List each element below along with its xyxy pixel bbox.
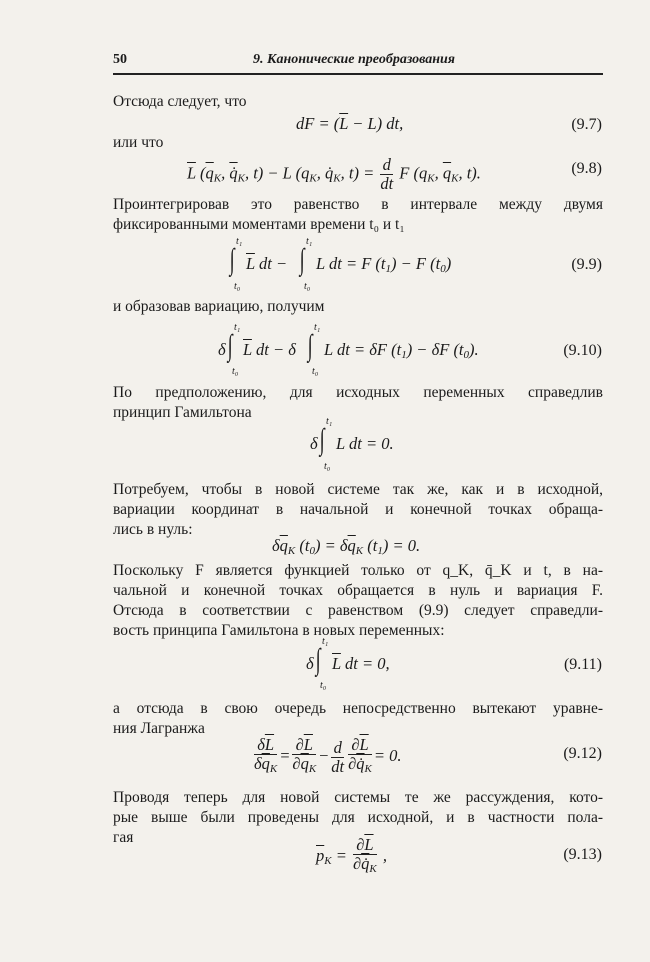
paragraph-4 [113, 297, 603, 317]
paragraph-5-line-2: принцип Гамильтона [113, 404, 252, 421]
integral-sign: ∫ [315, 643, 321, 676]
integral-sign: ∫ [299, 243, 305, 276]
paragraph-4-text: и образовав вариацию, получим [113, 298, 325, 315]
paragraph-9-line-3: гая [113, 829, 134, 846]
integral-sign: ∫ [229, 243, 235, 276]
equation-number-9-8: (9.8) [571, 160, 602, 177]
paragraph-6-line-1: Потребуем, чтобы в новой системе так же, как и в исходной, [113, 481, 603, 498]
integral-sign: ∫ [307, 329, 313, 362]
equation-number-9-9: (9.9) [571, 256, 602, 273]
running-header [113, 52, 603, 74]
equation-number-9-10: (9.10) [563, 342, 602, 359]
paragraph-3 [113, 195, 603, 235]
paragraph-7 [113, 561, 603, 641]
paragraph-7-line-3: Отсюда в соответствии с равенством (9.9) следует справедли- [113, 602, 603, 619]
paragraph-6-line-2: вариации координат в начальной и конечной точках обраща- [113, 501, 603, 518]
paragraph-6 [113, 480, 603, 540]
paragraph-8-line-2: ния Лагранжа [113, 720, 205, 737]
equation-number-9-13: (9.13) [563, 846, 602, 863]
paragraph-7-line-2: чальной и конечной точках обращается в нуль и вариация F. [113, 582, 603, 599]
paragraph-5-line-1: По предположению, для исходных переменных справедлив [113, 384, 603, 401]
paragraph-9-line-1: Проводя теперь для новой системы те же рассуждения, кото- [113, 789, 603, 806]
paragraph-1-text: Отсюда следует, что [113, 93, 247, 110]
equation-number-9-12: (9.12) [563, 745, 602, 762]
paragraph-8-line-1: а отсюда в свою очередь непосредственно вытекают уравне- [113, 700, 603, 717]
paragraph-2 [113, 133, 603, 153]
paragraph-7-line-4: вость принципа Гамильтона в новых переменных: [113, 622, 445, 639]
paragraph-5 [113, 383, 603, 423]
integral-sign: ∫ [227, 329, 233, 362]
paragraph-3-line-2: фиксированными моментами времени t₀ и t₁ [113, 216, 405, 233]
equation-9-12: $\frac{\delta\overline{L}}{\delta\overline{q}_K}$ = $\frac{\partial\overline{L}}{\partial\overline{q}_K}$ − $\frac{d}{dt}$ $\frac{\partial\overline{L}}{\partial q̇_K}$ = 0. [254, 735, 402, 776]
equation-9-8: $\overline{L}$ ($\overline{q}_K$, $q̇_K$, t) − L ($q_K$, $q̇_K$, t) = $\frac{d}{dt}$ F ($q_K$, $\overline{q}_K$, t). [187, 155, 481, 193]
equation-variation: $\delta\overline{q}_K$ $(t_0) = \delta\overline{q}_K$ $(t_1) = 0$. [272, 536, 421, 557]
book-page: 50 9. Канонические преобразования Отсюда следует, что dF = $(\overline{L} - L)$ dt, (9.7) или что $\overline{L}$ ($\overline{q}_K$, $q̇_K$, t) − L ($q_K$, $q̇_K$, t) = $\frac{d}{dt}$ F ($q_K$, $\overline{q}_K$, t). (9.8) Проинтегрировав это равенство в интервале между двумя фиксированными моментами времени t₀ и t₁ ∫ t₁ t₀ $\overline{L}$ dt − ∫ t₁ t₀ L dt = F $(t_1) - F$ $(t_0)$ (9.9) и образовав вариацию, получим δ ∫ t₁ t₀ $\overline{L}$ dt − δ ∫ t₁ t₀ L dt = δF $(t_1) - \delta F$ $(t_0)$. (9.10) По предположению, для исходных переменных справедлив принцип Гамильтона δ ∫ t₁ t₀ L dt = 0. Потребуем, чтобы в новой системе так же, как и в исходной, вариации координат в начальной и конечной точках обраща- лись в нуль: $\delta\overline{q}_K$ $(t_0) = \delta\overline{q}_K$ $(t_1) = 0$. Поскольку F является функцией только от q_K, q̄_K и t, в на- чальной и конечной точках обращается в нуль и вариация F. Отсюда в соответствии с равенством (9.9) следует справедли- вость принципа Гамильтона в новых переменных: δ ∫ t₁ t₀ $\overline{L}$ dt = 0, (9.11) а отсюда в свою очередь непосредственно вытекают уравне- ния Лагранжа $\frac{\delta\overline{L}}{\delta\overline{q}_K}$ = $\frac{\partial\overline{L}}{\partial\overline{q}_K}$ − $\frac{d}{dt}$ $\frac{\partial\overline{L}}{\partial q̇_K}$ = 0. (9.12) Проводя теперь для новой системы те же рассуждения, кото- рые выше были проведены для исходной, и в частности пола- гая $\overline{p}_K$ = $\frac{\partial\overline{L}}{\partial q̇_K}$ , (9.13) [0, 0, 650, 962]
paragraph-7-line-1: Поскольку F является функцией только от q_K, q̄_K и t, в на- [113, 562, 603, 579]
paragraph-2-text: или что [113, 134, 164, 151]
paragraph-3-line-1: Проинтегрировав это равенство в интервале между двумя [113, 196, 603, 213]
equation-number-9-7: (9.7) [571, 116, 602, 133]
header-rule [113, 73, 603, 75]
equation-9-13: $\overline{p}_K$ = $\frac{\partial\overline{L}}{\partial q̇_K}$ , [316, 835, 387, 875]
integral-sign: ∫ [319, 423, 325, 456]
equation-9-7: dF = $(\overline{L} - L)$ dt, [296, 114, 404, 133]
paragraph-1 [113, 92, 603, 112]
equation-number-9-11: (9.11) [563, 656, 602, 673]
paragraph-8 [113, 699, 603, 739]
page-number: 50 [113, 52, 127, 67]
paragraph-9-line-2: рые выше были проведены для исходной, и в частности пола- [113, 809, 603, 826]
section-title: 9. Канонические преобразования [253, 52, 456, 67]
paragraph-6-line-3: лись в нуль: [113, 521, 193, 538]
